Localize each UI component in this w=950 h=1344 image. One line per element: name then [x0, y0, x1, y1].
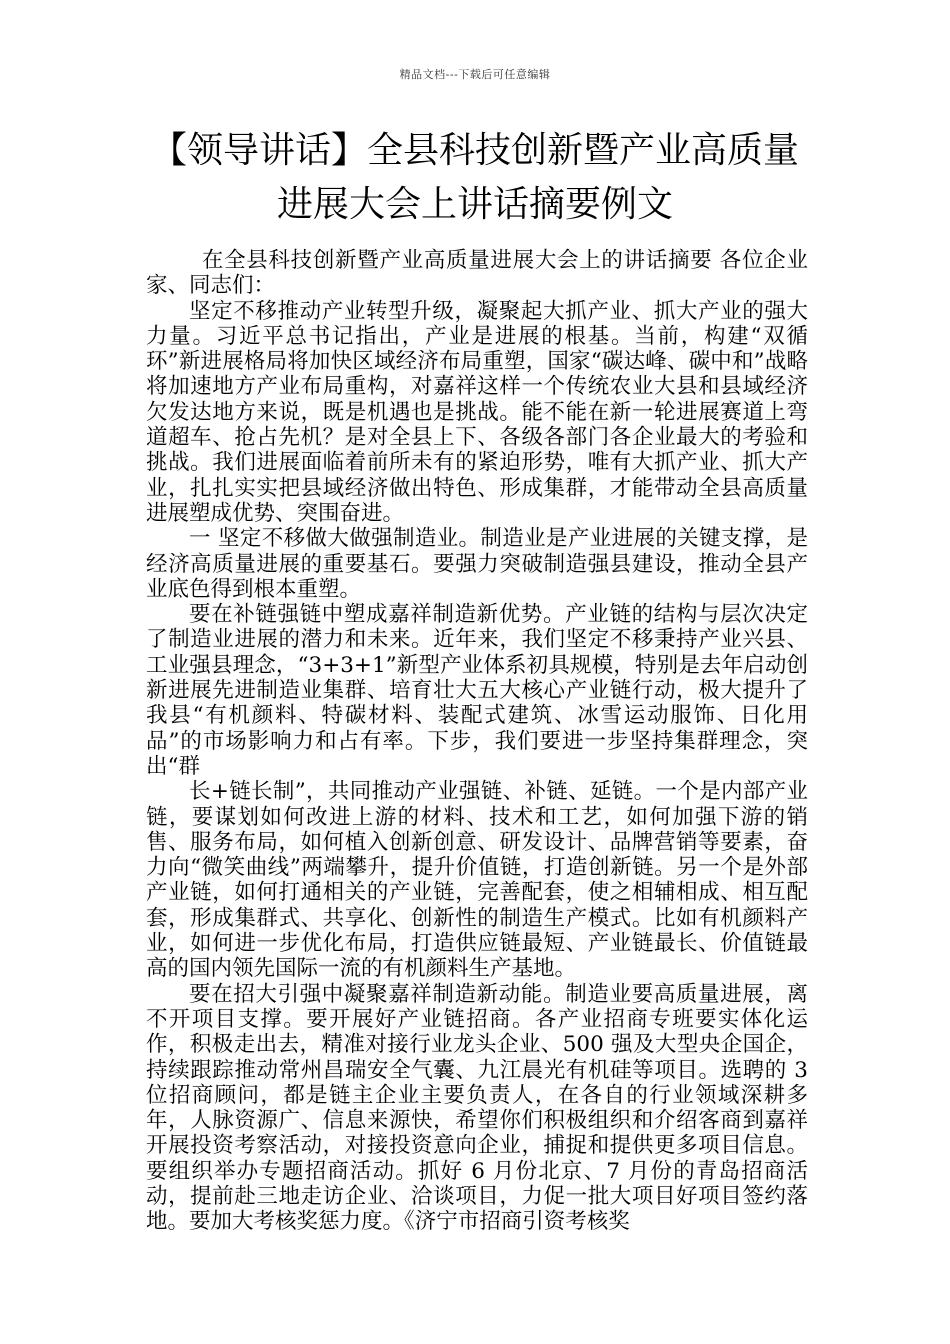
- paragraph-greeting: 在全县科技创新暨产业高质量进展大会上的讲话摘要 各位企业家、同志们：: [146, 248, 808, 299]
- paragraph-supply-chain: 要在补链强链中塑成嘉祥制造新优势。产业链的结构与层次决定了制造业进展的潜力和未来。近年来，我们坚定不移秉持产业兴县、工业强县理念，“3+3+1”新型产业体系初具规模，特别是去年启动创新进展先进制造业集群、培育壮大五大核心产业链行动，极大提升了我县“有机颜料、特碳材料、装配式建筑、冰雪运动服饰、日化用品”的市场影响力和占有率。下步，我们要进一步坚持集群理念，突出“群: [146, 602, 808, 779]
- page-title: [100, 124, 850, 232]
- paragraph-investment: 要在招大引强中凝聚嘉祥制造新动能。制造业要高质量进展，离不开项目支撑。要开展好产业链招商。各产业招商专班要实体化运作，积极走出去，精准对接行业龙头企业、500 强及大型央企国企，持续跟踪推动常州昌瑞安全气囊、九江晨光有机硅等项目。选聘的 3 位招商顾问，都是链主企业主要负责人，在各自的行业领域深耕多年，人脉资源广、信息来源快，希望你们积极组织和介绍客商到嘉祥开展投资考察活动，对接投资意向企业，捕捉和提供更多项目信息。要组织举办专题招商活动。抓好 6 月份北京、7 月份的青岛招商活动，提前赴三地走访企业、洽谈项目，力促一批大项目好项目签约落地。要加大考核奖惩力度。《济宁市招商引资考核奖: [146, 981, 808, 1235]
- paragraph-section-one: 一 坚定不移做大做强制造业。制造业是产业进展的关键支撑，是经济高质量进展的重要基石。要强力突破制造强县建设，推动全县产业底色得到根本重塑。: [146, 526, 808, 602]
- document-body: [146, 248, 808, 1235]
- header-note: 精品文档---下载后可任意编辑: [399, 68, 551, 81]
- paragraph-chain-leader: 长+链长制”，共同推动产业强链、补链、延链。一个是内部产业链，要谋划如何改进上游的材料、技术和工艺，如何加强下游的销售、服务布局，如何植入创新创意、研发设计、品牌营销等要素，奋力向“微笑曲线”两端攀升，提升价值链，打造创新链。另一个是外部产业链，如何打通相关的产业链，完善配套，使之相辅相成、相互配套，形成集群式、共享化、创新性的制造生产模式。比如有机颜料产业，如何进一步优化布局，打造供应链最短、产业链最长、价值链最高的国内领先国际一流的有机颜料生产基地。: [146, 779, 808, 982]
- title-line-2: 进展大会上讲话摘要例文: [276, 184, 673, 225]
- paragraph-intro: 坚定不移推动产业转型升级，凝聚起大抓产业、抓大产业的强大力量。习近平总书记指出，产业是进展的根基。当前，构建“双循环”新进展格局将加快区域经济布局重塑，国家“碳达峰、碳中和”战略将加速地方产业布局重构，对嘉祥这样一个传统农业大县和县域经济欠发达地方来说，既是机遇也是挑战。能不能在新一轮进展赛道上弯道超车、抢占先机？是对全县上下、各级各部门各企业最大的考验和挑战。我们进展面临着前所未有的紧迫形势，唯有大抓产业、抓大产业，扎扎实实把县域经济做出特色、形成集群，才能带动全县高质量进展塑成优势、突围奋进。: [146, 298, 808, 526]
- title-line-1: 【领导讲话】全县科技创新暨产业高质量: [150, 130, 799, 171]
